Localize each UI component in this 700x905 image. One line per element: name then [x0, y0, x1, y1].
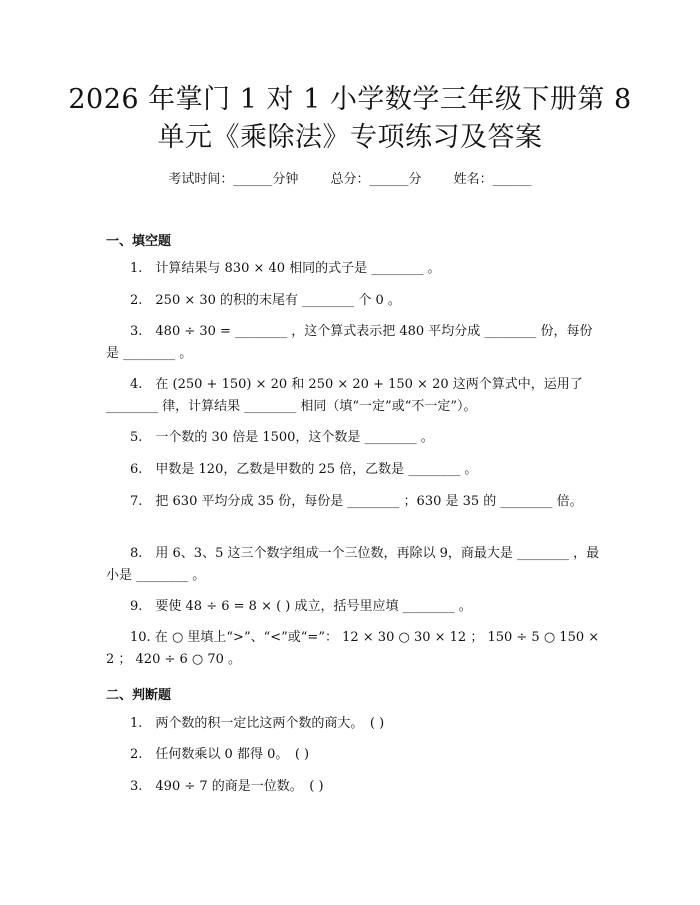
document-title-line-2: 单元《乘除法》专项练习及答案	[157, 122, 543, 153]
judge-question-1: 1. 两个数的积一定比这两个数的商大。 ( )	[130, 716, 385, 731]
document-title-line-1: 2026 年掌门 1 对 1 小学数学三年级下册第 8	[68, 84, 632, 115]
judge-question-3: 3. 490 ÷ 7 的商是一位数。 ( )	[130, 779, 324, 794]
section-heading-true-false: 二、判断题	[106, 688, 172, 703]
exam-time: 考试时间：______分钟	[168, 172, 299, 187]
student-name: 姓名：______	[453, 172, 532, 187]
judge-question-2: 2. 任何数乘以 0 都得 0。 ( )	[130, 747, 310, 762]
section-heading-fill-in: 一、填空题	[106, 234, 172, 249]
exam-score: 总分：______分	[330, 172, 422, 187]
fill-question-6: 6. 甲数是 120，乙数是甲数的 25 倍，乙数是 ________ 。	[130, 462, 478, 477]
fill-question-1: 1. 计算结果与 830 × 40 相同的式子是 ________ 。	[130, 261, 441, 276]
fill-question-7: 7. 把 630 平均分成 35 份，每份是 ________ ；630 是 35 的 ________ 倍。	[130, 494, 583, 509]
fill-question-8: 8. 用 6、3、5 这三个数字组成一个三位数，再除以 9，商最大是 ________ ，最小是 ________ 。	[106, 546, 600, 583]
fill-question-2: 2. 250 × 30 的积的末尾有 ________ 个 0 。	[130, 293, 401, 308]
fill-question-4: 4. 在 (250 + 150) × 20 和 250 × 20 + 150 × 20 这两个算式中，运用了 ________ 律，计算结果 ________ 相同（填“一定”或“不一定”）。	[106, 377, 583, 414]
exam-info	[0, 168, 700, 187]
fill-question-10: 10. 在 ○ 里填上“>”、“<”或“=”： 12 × 30 ○ 30 × 12 ； 150 ÷ 5 ○ 150 × 2 ； 420 ÷ 6 ○ 70 。	[106, 630, 600, 667]
fill-question-5: 5. 一个数的 30 倍是 1500，这个数是 ________ 。	[130, 430, 434, 445]
fill-question-3: 3. 480 ÷ 30 = ________ ，这个算式表示把 480 平均分成 ________ 份，每份是 ________ 。	[106, 324, 593, 361]
fill-question-9: 9. 要使 48 ÷ 6 = 8 × ( ) 成立，括号里应填 ________ 。	[130, 599, 472, 614]
